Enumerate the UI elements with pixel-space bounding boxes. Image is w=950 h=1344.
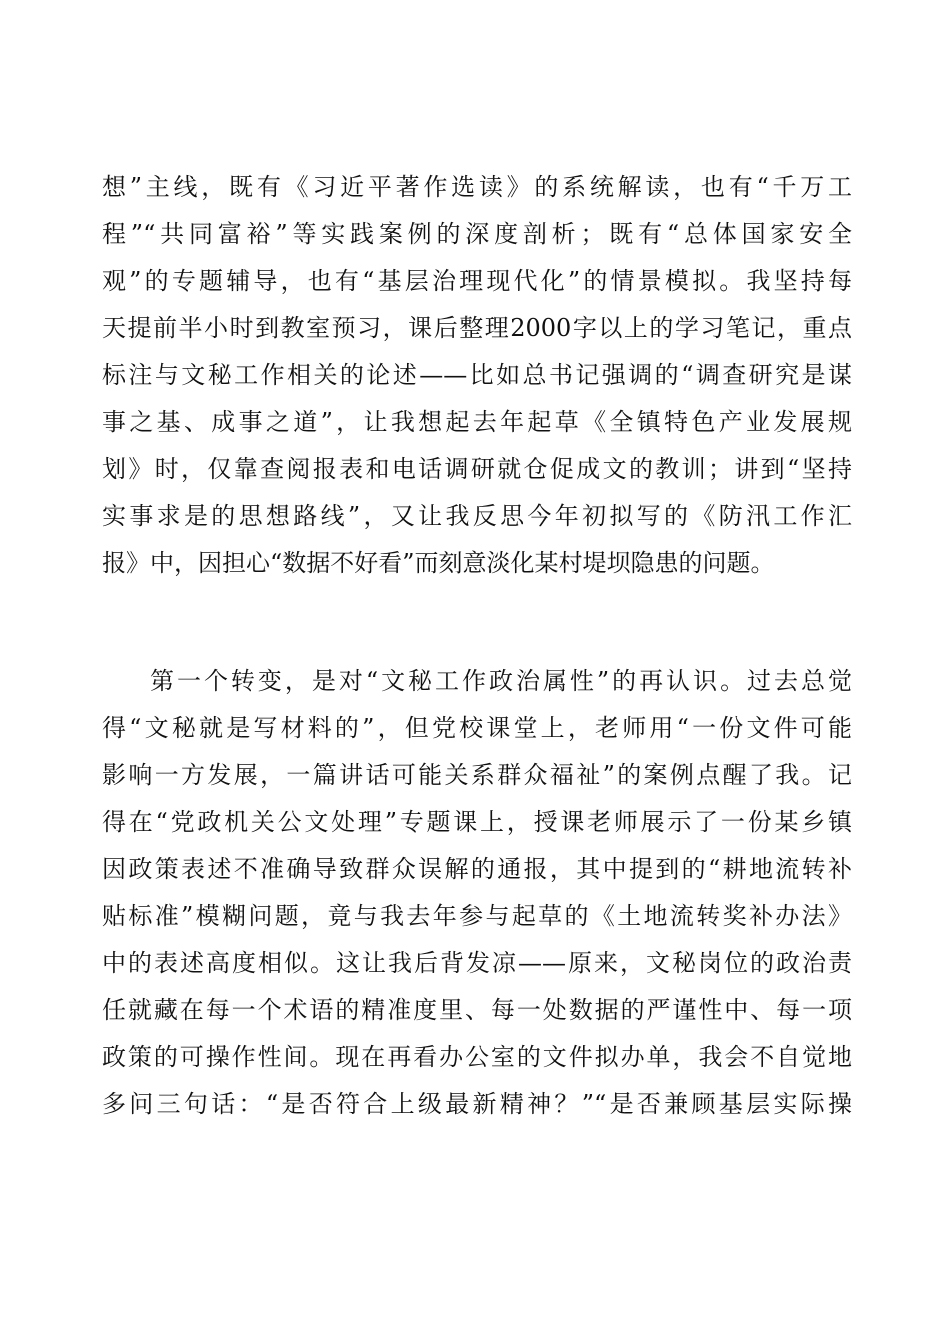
text-line: 第一个转变，是对“文秘工作政治属性”的再认识。过去总觉 xyxy=(150,667,852,695)
text-line: 多问三句话：“是否符合上级最新精神？”“是否兼顾基层实际操 xyxy=(102,1090,852,1118)
text-line: 因政策表述不准确导致群众误解的通报，其中提到的“耕地流转补 xyxy=(102,855,852,883)
text-line: 中的表述高度相似。这让我后背发凉——原来，文秘岗位的政治责 xyxy=(102,949,852,977)
text-line: 程”“共同富裕”等实践案例的深度剖析；既有“总体国家安全 xyxy=(102,220,852,248)
text-line: 想”主线，既有《习近平著作选读》的系统解读，也有“千万工 xyxy=(102,173,852,201)
text-line: 政策的可操作性间。现在再看办公室的文件拟办单，我会不自觉地 xyxy=(102,1043,852,1071)
text-line: 贴标准”模糊问题，竟与我去年参与起草的《土地流转奖补办法》 xyxy=(102,902,852,930)
text-line: 标注与文秘工作相关的论述——比如总书记强调的“调查研究是谋 xyxy=(102,361,852,389)
text-line: 天提前半小时到教室预习，课后整理2000字以上的学习笔记，重点 xyxy=(102,314,852,342)
text-line: 报》中，因担心“数据不好看”而刻意淡化某村堤坝隐患的问题。 xyxy=(102,549,775,577)
text-line: 实事求是的思想路线”，又让我反思今年初拟写的《防汛工作汇 xyxy=(102,502,852,530)
text-line: 事之基、成事之道”，让我想起去年起草《全镇特色产业发展规 xyxy=(102,408,852,436)
text-line: 影响一方发展，一篇讲话可能关系群众福祉”的案例点醒了我。记 xyxy=(102,761,852,789)
text-line: 划》时，仅靠查阅报表和电话调研就仓促成文的教训；讲到“坚持 xyxy=(102,455,852,483)
paragraph-study-notes xyxy=(102,164,852,587)
text-line: 得“文秘就是写材料的”，但党校课堂上，老师用“一份文件可能 xyxy=(102,714,852,742)
text-line: 任就藏在每一个术语的精准度里、每一处数据的严谨性中、每一项 xyxy=(102,996,852,1024)
text-line: 得在“党政机关公文处理”专题课上，授课老师展示了一份某乡镇 xyxy=(102,808,852,836)
text-line: 观”的专题辅导，也有“基层治理现代化”的情景模拟。我坚持每 xyxy=(102,267,852,295)
paragraph-first-transformation xyxy=(102,658,852,1128)
